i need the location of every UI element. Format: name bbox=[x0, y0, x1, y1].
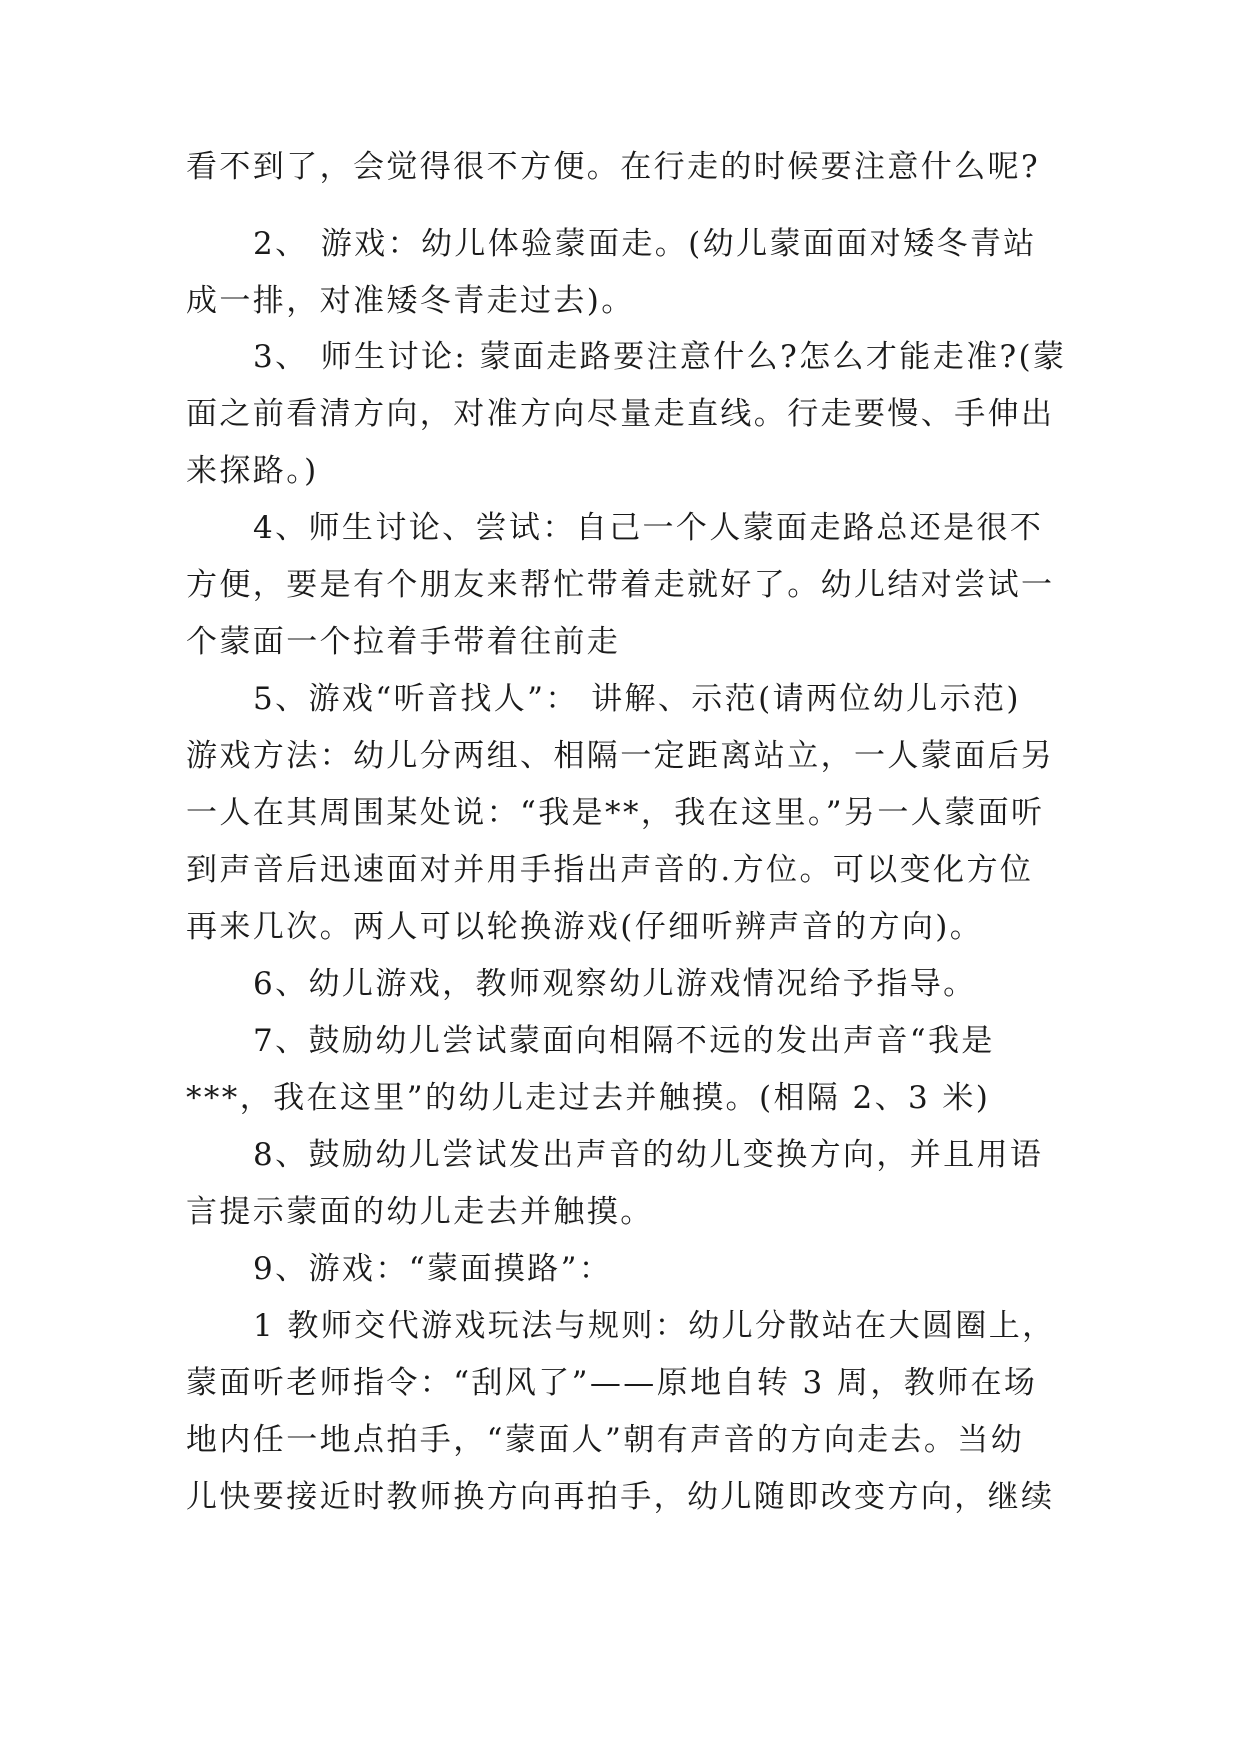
text-line: 7、鼓励幼儿尝试蒙面向相隔不远的发出声音“我是 bbox=[253, 1023, 995, 1059]
text-line: 5、游戏“听音找人”： 讲解、示范(请两位幼儿示范) bbox=[253, 681, 1021, 717]
text-line: 成一排，对准矮冬青走过去)。 bbox=[186, 283, 635, 319]
text-line: 3、 师生讨论: 蒙面走路要注意什么?怎么才能走准?(蒙 bbox=[253, 339, 1067, 375]
text-line: 再来几次。两人可以轮换游戏(仔细听辨声音的方向)。 bbox=[186, 909, 984, 945]
text-line: 到声音后迅速面对并用手指出声音的.方位。可以变化方位 bbox=[186, 852, 1034, 888]
text-line: 4、师生讨论、尝试：自己一个人蒙面走路总还是很不 bbox=[253, 510, 1044, 546]
text-line: 看不到了，会觉得很不方便。在行走的时候要注意什么呢? bbox=[186, 149, 1041, 185]
text-line: 1 教师交代游戏玩法与规则：幼儿分散站在大圆圈上， bbox=[253, 1308, 1056, 1344]
text-line: 游戏方法：幼儿分两组、相隔一定距离站立，一人蒙面后另 bbox=[186, 738, 1055, 774]
text-line: 来探路。) bbox=[186, 453, 319, 489]
text-line: 8、鼓励幼儿尝试发出声音的幼儿变换方向，并且用语 bbox=[253, 1137, 1044, 1173]
text-line: 言提示蒙面的幼儿走去并触摸。 bbox=[186, 1194, 654, 1230]
text-line: 一人在其周围某处说：“我是**，我在这里。”另一人蒙面听 bbox=[186, 795, 1045, 831]
text-line: 方便，要是有个朋友来帮忙带着走就好了。幼儿结对尝试一 bbox=[186, 567, 1055, 603]
text-line: 地内任一地点拍手，“蒙面人”朝有声音的方向走去。当幼 bbox=[186, 1422, 1025, 1458]
text-line: 蒙面听老师指令：“刮风了”——原地自转 3 周，教师在场 bbox=[186, 1365, 1038, 1401]
text-line: 个蒙面一个拉着手带着往前走 bbox=[186, 624, 621, 660]
text-line: ***，我在这里”的幼儿走过去并触摸。(相隔 2、3 米) bbox=[186, 1080, 991, 1116]
text-line: 儿快要接近时教师换方向再拍手，幼儿随即改变方向，继续 bbox=[186, 1479, 1055, 1515]
text-line: 面之前看清方向，对准方向尽量走直线。行走要慢、手伸出 bbox=[186, 396, 1055, 432]
text-line: 6、幼儿游戏，教师观察幼儿游戏情况给予指导。 bbox=[253, 966, 977, 1002]
text-line: 9、游戏：“蒙面摸路”： bbox=[253, 1251, 613, 1287]
text-line: 2、 游戏：幼儿体验蒙面走。(幼儿蒙面面对矮冬青站 bbox=[253, 226, 1037, 262]
